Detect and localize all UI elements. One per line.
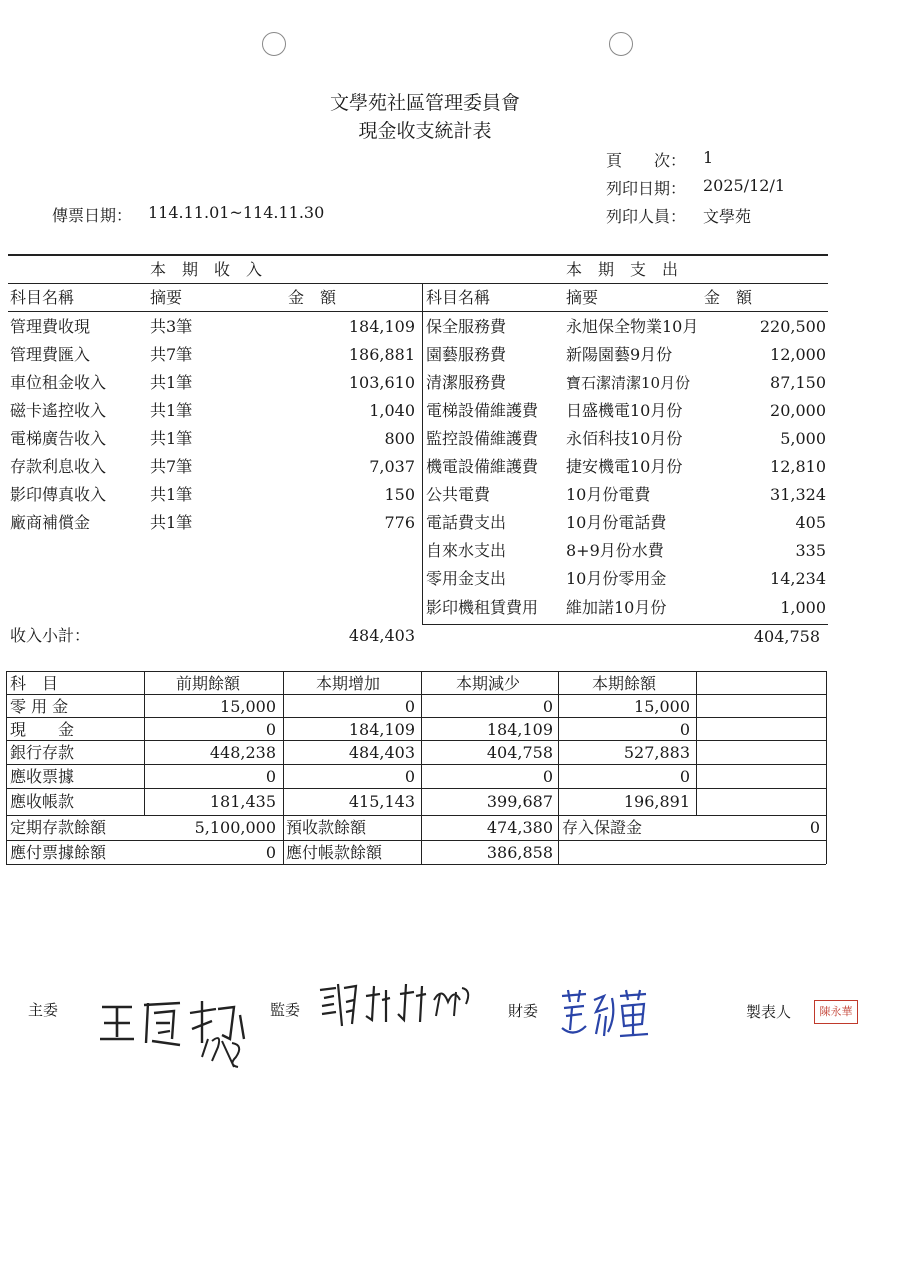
income-desc: 共7筆 <box>150 457 193 476</box>
balance-cur: 527,883 <box>623 743 690 762</box>
expense-col-name: 科目名稱 <box>426 288 491 307</box>
advance-receipt-value: 474,380 <box>486 818 553 837</box>
chair-signature <box>98 995 248 1074</box>
expense-desc: 10月份電費 <box>566 485 651 504</box>
expense-desc: 維加諾10月份 <box>566 598 667 617</box>
income-name: 管理費收現 <box>10 317 91 336</box>
treasurer-signature <box>556 986 656 1046</box>
expense-amount: 14,234 <box>770 569 826 588</box>
balance-inc: 415,143 <box>348 792 415 811</box>
printer-value: 文學苑 <box>703 207 752 226</box>
advance-receipt-label: 預收款餘額 <box>286 818 367 837</box>
balance-subject: 銀行存款 <box>10 743 75 762</box>
income-desc: 共3筆 <box>150 317 193 336</box>
income-desc: 共1筆 <box>150 513 193 532</box>
print-date-label: 列印日期： <box>606 179 687 198</box>
balance-prev: 448,238 <box>209 743 276 762</box>
expense-desc: 寶石潔清潔10月份 <box>566 374 691 392</box>
expense-desc: 永佰科技10月份 <box>566 429 683 448</box>
expense-amount: 220,500 <box>759 317 826 336</box>
income-desc: 共7筆 <box>150 345 193 364</box>
income-desc: 共1筆 <box>150 401 193 420</box>
expense-col-amount: 金 額 <box>704 288 753 307</box>
income-name: 影印傳真收入 <box>10 485 107 504</box>
balance-dec: 404,758 <box>486 743 553 762</box>
supervisor-label: 監委 <box>270 1001 301 1019</box>
expense-name: 公共電費 <box>426 485 491 504</box>
balance-header-inc: 本期增加 <box>316 674 381 693</box>
supervisor-signature <box>316 976 476 1040</box>
balance-dec: 184,109 <box>486 720 553 739</box>
income-subtotal-label: 收入小計： <box>10 626 91 645</box>
income-name: 磁卡遙控收入 <box>10 401 107 420</box>
income-amount: 150 <box>384 485 415 504</box>
expense-name: 機電設備維護費 <box>426 457 539 476</box>
balance-dec: 0 <box>542 697 553 716</box>
expense-desc: 新陽園藝9月份 <box>566 345 673 364</box>
expense-name: 影印機租賃費用 <box>426 598 539 617</box>
balance-inc: 0 <box>404 767 415 786</box>
guarantee-deposit-value: 0 <box>809 818 820 837</box>
income-col-amount: 金 額 <box>288 288 337 307</box>
balance-cur: 0 <box>679 720 690 739</box>
expense-desc: 捷安機電10月份 <box>566 457 683 476</box>
balance-dec: 0 <box>542 767 553 786</box>
balance-inc: 184,109 <box>348 720 415 739</box>
balance-subject: 應收票據 <box>10 767 75 786</box>
balance-cur: 15,000 <box>634 697 690 716</box>
balance-header-cur: 本期餘額 <box>592 674 657 693</box>
balance-prev: 15,000 <box>220 697 276 716</box>
expense-desc: 10月份零用金 <box>566 569 667 588</box>
expense-amount: 1,000 <box>780 598 826 617</box>
punch-hole-right <box>609 32 633 56</box>
expense-desc: 8+9月份水費 <box>566 541 664 560</box>
expense-name: 電話費支出 <box>426 513 507 532</box>
income-desc: 共1筆 <box>150 485 193 504</box>
preparer-label: 製表人 <box>746 1003 792 1021</box>
expense-amount: 335 <box>795 541 826 560</box>
balance-prev: 181,435 <box>209 792 276 811</box>
income-amount: 103,610 <box>348 373 415 392</box>
balance-header-subject: 科 目 <box>10 674 59 693</box>
balance-header-dec: 本期減少 <box>456 674 521 693</box>
income-name: 電梯廣告收入 <box>10 429 107 448</box>
expense-amount: 405 <box>795 513 826 532</box>
balance-cur: 196,891 <box>623 792 690 811</box>
guarantee-deposit-label: 存入保證金 <box>562 818 643 837</box>
expense-name: 園藝服務費 <box>426 345 507 364</box>
income-col-desc: 摘要 <box>150 288 183 307</box>
preparer-stamp: 陳永華 <box>814 1000 858 1024</box>
income-desc: 共1筆 <box>150 429 193 448</box>
voucher-date-label: 傳票日期： <box>52 206 133 225</box>
income-amount: 186,881 <box>348 345 415 364</box>
balance-subject: 零 用 金 <box>10 697 69 716</box>
income-amount: 776 <box>384 513 415 532</box>
expense-name: 零用金支出 <box>426 569 507 588</box>
income-amount: 7,037 <box>369 457 415 476</box>
expense-name: 自來水支出 <box>426 541 507 560</box>
expense-col-desc: 摘要 <box>566 288 599 307</box>
expense-name: 電梯設備維護費 <box>426 401 539 420</box>
expense-amount: 12,000 <box>770 345 826 364</box>
expense-subtotal: 404,758 <box>753 627 820 646</box>
expense-amount: 5,000 <box>780 429 826 448</box>
print-date-value: 2025/12/1 <box>703 176 786 195</box>
notes-payable-label: 應付票據餘額 <box>10 843 107 862</box>
punch-hole-left <box>262 32 286 56</box>
balance-inc: 484,403 <box>348 743 415 762</box>
org-title: 文學苑社區管理委員會 <box>329 92 520 114</box>
expense-amount: 20,000 <box>770 401 826 420</box>
expense-desc: 永旭保全物業10月 <box>566 317 699 336</box>
income-name: 廠商補償金 <box>10 513 91 532</box>
income-subtotal: 484,403 <box>348 626 415 645</box>
expense-name: 清潔服務費 <box>426 373 507 392</box>
balance-prev: 0 <box>265 767 276 786</box>
page-value: 1 <box>703 148 714 167</box>
expense-amount: 87,150 <box>770 373 826 392</box>
income-col-name: 科目名稱 <box>10 288 75 307</box>
balance-subject: 現 金 <box>10 720 75 739</box>
expense-name: 保全服務費 <box>426 317 507 336</box>
chair-label: 主委 <box>28 1001 59 1019</box>
report-title: 現金收支統計表 <box>358 120 492 142</box>
expense-desc: 日盛機電10月份 <box>566 401 683 420</box>
income-desc: 共1筆 <box>150 373 193 392</box>
expense-amount: 31,324 <box>770 485 826 504</box>
page-label: 頁 次： <box>606 151 687 170</box>
voucher-date-value: 114.11.01~114.11.30 <box>148 203 325 222</box>
expense-amount: 12,810 <box>770 457 826 476</box>
income-section-title: 本 期 收 入 <box>150 260 263 279</box>
expense-desc: 10月份電話費 <box>566 513 667 532</box>
fixed-deposit-label: 定期存款餘額 <box>10 818 107 837</box>
expense-name: 監控設備維護費 <box>426 429 539 448</box>
income-name: 存款利息收入 <box>10 457 107 476</box>
accounts-payable-value: 386,858 <box>486 843 553 862</box>
balance-cur: 0 <box>679 767 690 786</box>
balance-dec: 399,687 <box>486 792 553 811</box>
fixed-deposit-value: 5,100,000 <box>194 818 276 837</box>
balance-prev: 0 <box>265 720 276 739</box>
expense-section-title: 本 期 支 出 <box>566 260 679 279</box>
income-amount: 1,040 <box>369 401 415 420</box>
balance-inc: 0 <box>404 697 415 716</box>
income-amount: 800 <box>384 429 415 448</box>
balance-header-prev: 前期餘額 <box>176 674 241 693</box>
accounts-payable-label: 應付帳款餘額 <box>286 843 383 862</box>
printer-label: 列印人員： <box>606 207 687 226</box>
income-amount: 184,109 <box>348 317 415 336</box>
treasurer-label: 財委 <box>508 1002 539 1020</box>
balance-subject: 應收帳款 <box>10 792 75 811</box>
notes-payable-value: 0 <box>265 843 276 862</box>
income-name: 車位租金收入 <box>10 373 107 392</box>
income-name: 管理費匯入 <box>10 345 91 364</box>
